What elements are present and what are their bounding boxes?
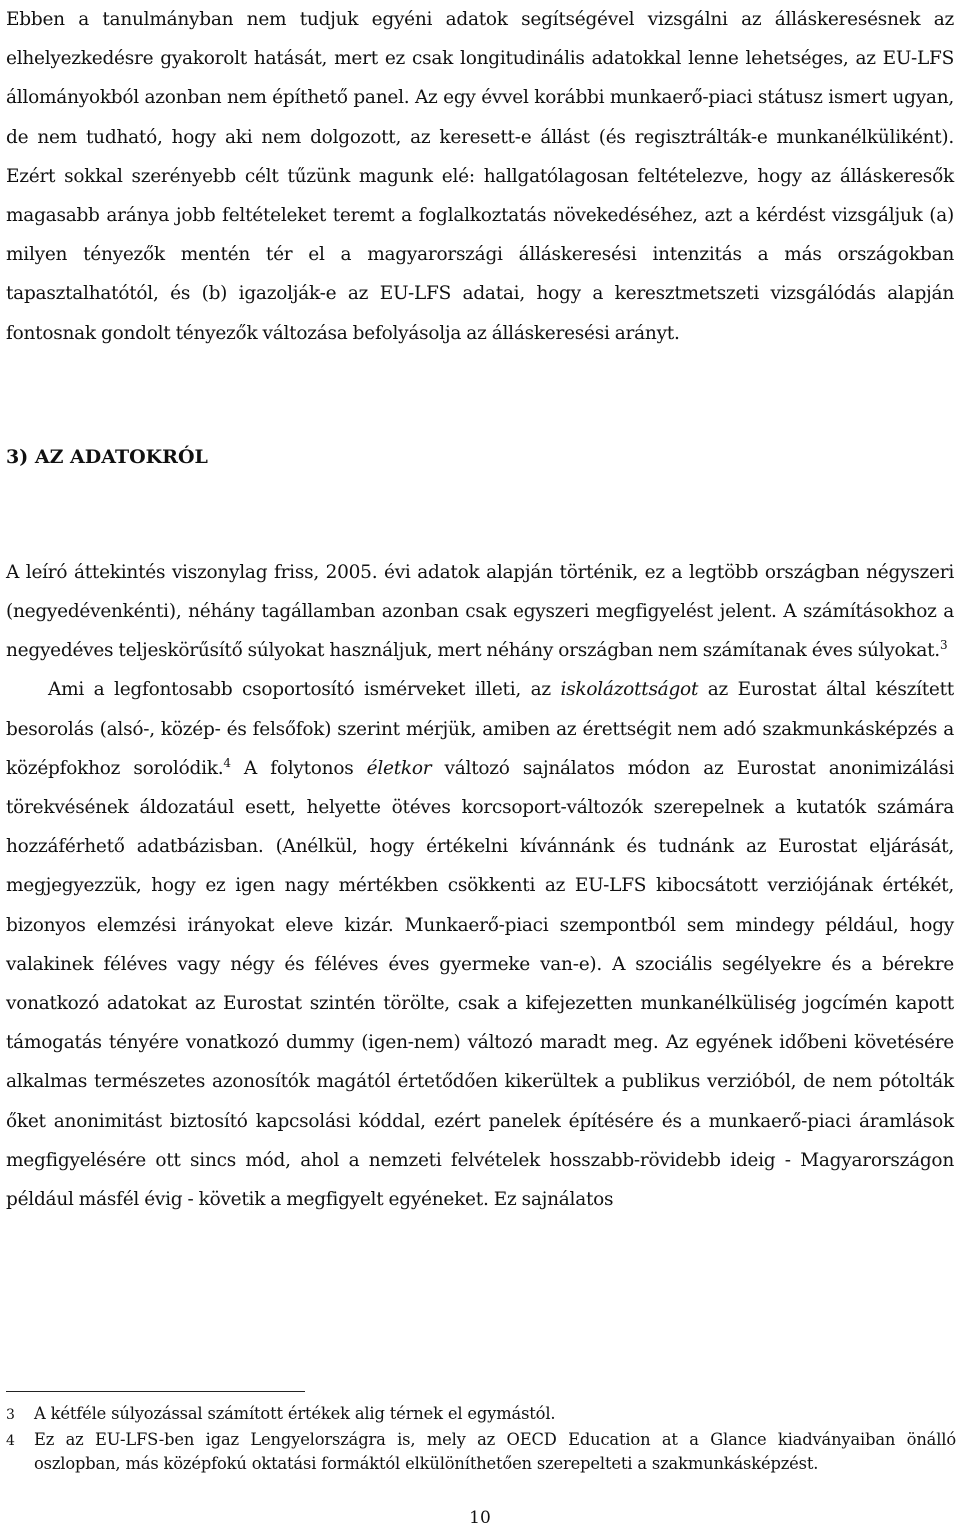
spacer: [6, 477, 954, 553]
footnote-text: A kétféle súlyozással számított értékek alig térnek el egymástól.: [34, 1404, 556, 1423]
paragraph-3-part3: A folytonos: [230, 757, 367, 779]
paragraph-3-part4: változó sajnálatos módon az Eurostat anonimizálási törekvésének áldozatául esett, helyette ötéves korcsoport-változók szerepelnek a kutatók számára hozzáférhető adatbázisban. (Anélkül, hogy értékelni kívánnánk és tudnánk az Eurostat eljárását, megjegyezzük, hogy ez igen nagy mértékben csökkenti az EU-LFS kibocsátott verziójának értékét, bizonyos elemzési irányokat eleve kizár. Munkaerő-piaci szempontból sem mindegy például, hogy valakinek féléves vagy négy és féléves éves gyermeke van-e). A szociális segélyekre és a bérekre vonatkozó adatokat az Eurostat szintén törölte, csak a kifejezetten munkanélküliség jogcímén kapott támogatás tényére vonatkozó dummy (igen-nem) változó maradt meg. Az egyének időbeni követésére alkalmas természetes azonosítók magától értetődően kikerültek a publikus verzióból, de nem pótolták őket anonimitást biztosító kapcsolási kóddal, ezért panelek építésére és a munkaerő-piaci áramlások megfigyelésére ott sincs mód, ahol a nemzeti felvételek hosszabb-rövidebb ideig - Magyarországon például másfél évig - követik a megfigyelt egyéneket. Ez sajnálatos: [6, 757, 954, 1211]
footnote-ref-4[interactable]: 4: [223, 755, 231, 770]
paragraph-2: [6, 553, 954, 671]
page-number: 10: [469, 1508, 491, 1528]
footnote-text: Ez az EU-LFS-ben igaz Lengyelországra is, mely az OECD Education at a Glance kiadványaiban önálló oszlopban, más középfokú oktatási formáktól elkülöníthetően szerepelteti a szakmunkásképzést.: [34, 1429, 956, 1473]
paragraph-1: Ebben a tanulmányban nem tudjuk egyéni adatok segítségével vizsgálni az álláskeresésnek az elhelyezkedésre gyakorolt hatását, mert ez csak longitudinális adatokkal lenne lehetséges, az EU-LFS állományokból azonban nem építhető panel. Az egy évvel korábbi munkaerő-piaci státusz ismert ugyan, de nem tudható, hogy aki nem dolgozott, az keresett-e állást (és regisztrálták-e munkanélküliként). Ezért sokkal szerényebb célt tűzünk magunk elé: hallgatólagosan feltételezve, hogy az álláskeresők magasabb aránya jobb feltételeket teremt a foglalkoztatás növekedéséhez, azt a kérdést vizsgáljuk (a) milyen tényezők mentén tér el a magyarországi álláskeresési intenzitás a más országokban tapasztalhatótól, és (b) igazolják-e az EU-LFS adatai, hogy a keresztmetszeti vizsgálódás alapján fontosnak gondolt tényezők változása befolyásolja az álláskeresési arányt.: [6, 9, 954, 344]
paragraph-2-text: A leíró áttekintés viszonylag friss, 2005. évi adatok alapján történik, ez a legtöbb országban négyszeri (negyedévenkénti), néhány tagállamban azonban csak egyszeri megfigyelést jelent. A számításokhoz a negyedéves teljeskörűsítő súlyokat használjuk, mert néhány országban nem számítanak éves súlyokat.: [6, 561, 954, 662]
footnote-number: 3: [6, 1407, 15, 1423]
body-text: [6, 0, 954, 1219]
paragraph-3-part2: az Eurostat által készített besorolás (alsó-, közép- és felsőfok) szerint mérjük, amiben az érettségit nem adó szakmunkásképzés a középfokhoz sorolódik.: [6, 679, 954, 779]
footnote-number: 4: [6, 1432, 15, 1449]
emphasis-iskolazottsag: iskolázottságot: [560, 679, 699, 701]
footnote-separator: [6, 1391, 305, 1392]
paragraph-3-part1: Ami a legfontosabb csoportosító ismérveket illeti, az: [48, 679, 561, 701]
footnotes: [6, 1402, 956, 1477]
footnote-ref-3[interactable]: 3: [939, 638, 948, 653]
footnote-3: [6, 1402, 956, 1428]
spacer: [6, 353, 954, 438]
footnote-4: [6, 1428, 956, 1477]
emphasis-eletkor: életkor: [366, 757, 432, 779]
paragraph-3: [6, 670, 954, 1219]
section-heading: 3) AZ ADATOKRÓL: [6, 445, 208, 468]
